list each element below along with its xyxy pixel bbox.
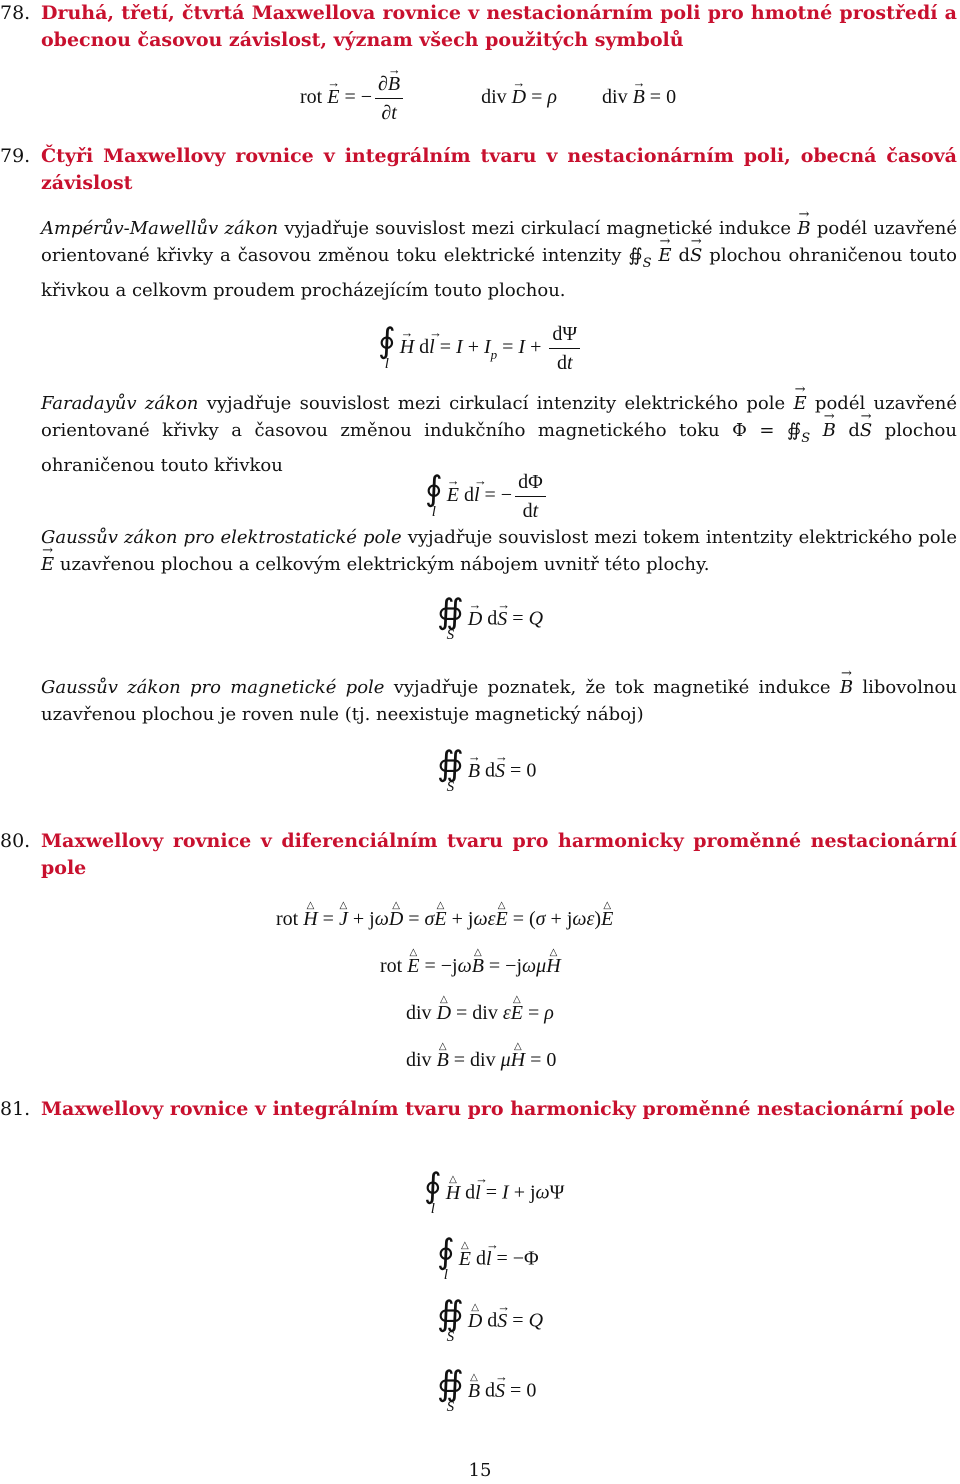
equation-gauss-magnetic: ∯ S B → dS → = 0 (437, 750, 536, 794)
term-gauss-magnetic: Gaussův zákon pro magnetické pole (41, 677, 385, 698)
equation-harmonic-integral-h: ∮ l H △ dl → = I + jωΨ (424, 1172, 564, 1216)
term-ampere: Ampérův-Mawellův zákon (41, 218, 279, 239)
equation-harmonic-rot-h: rot H △ = J △ + jωD △ = σE △ + jωεE △ = (σ + jωε)E △ (276, 905, 613, 933)
paragraph-ampere: Ampérův-Mawellův zákon vyjadřuje souvislost mezi cirkulací magnetické indukce B → podél uzavřené orientované křivky a časovou změnou toku elektrické intenzity $∯_S$ E → dS → plochou ohraničenou touto křivkou a celkovm proudem procházejícím touto plochou. (41, 215, 957, 304)
section-number: 80. (0, 830, 31, 852)
term-faraday: Faradayův zákon (41, 393, 199, 414)
section-number: 79. (0, 145, 31, 167)
section-number: 78. (0, 2, 31, 24)
section-title: Maxwellovy rovnice v diferenciálním tvaru pro harmonicky proměnné nestacionární pole (41, 830, 957, 879)
section-title: Druhá, třetí, čtvrtá Maxwellova rovnice v nestacionárním poli pro hmotné prostředí a obecnou časovou závislost, význam všech použitých symbolů (41, 2, 957, 51)
equation-harmonic-div-b: div B △ = div μH △ = 0 (406, 1046, 556, 1074)
equation-harmonic-div-d: div D △ = div εE △ = ρ (406, 999, 554, 1027)
equation-harmonic-rot-e: rot E △ = −jωB △ = −jωμH △ (380, 952, 561, 980)
paragraph-faraday: Faradayův zákon vyjadřuje souvislost mezi cirkulací intenzity elektrického pole E → podél uzavřené orientované křivky a časovou změnou indukčního magnetického toku $\Phi = ∯_S$ B → dS → plochou ohraničenou touto křivkou (41, 390, 957, 479)
equation-faraday: ∮ l E → dl → = − $\frac{d\Phi}{dt}$ (425, 468, 549, 525)
section-title: Čtyři Maxwellovy rovnice v integrálním tvaru v nestacionárním poli, obecná časová závislost (41, 145, 957, 194)
term-gauss-electric: Gaussův zákon pro elektrostatické pole (41, 527, 402, 548)
section-title: Maxwellovy rovnice v integrálním tvaru pro harmonicky proměnné nestacionární pole (41, 1098, 956, 1120)
page-number: 15 (468, 1460, 492, 1481)
equation-maxwell-78: rot E → = − $\frac{\partial B \to}{\partial t}$ div D → = ρ div B → = 0 (300, 70, 676, 127)
equation-harmonic-integral-d: ∯ S D △ dS → = Q (437, 1300, 543, 1344)
equation-ampere: ∮ l H → dl → = $I + I_p = I$ + $\frac{d\Psi}{dt}$ (378, 320, 583, 377)
paragraph-gauss-electric: Gaussův zákon pro elektrostatické pole vyjadřuje souvislost mezi tokem intentzity elektrického pole E → uzavřenou plochou a celkovým elektrickým nábojem uvnitř této plochy. (41, 524, 957, 578)
equation-harmonic-integral-e: ∮ l E △ dl → = −Φ (437, 1238, 539, 1282)
equation-harmonic-integral-b: ∯ S B △ dS → = 0 (437, 1370, 536, 1414)
equation-gauss-electric: ∯ S D → dS → = Q (437, 598, 543, 642)
paragraph-gauss-magnetic: Gaussův zákon pro magnetické pole vyjadřuje poznatek, že tok magnetiké indukce B → libovolnou uzavřenou plochou je roven nule (tj. neexistuje magnetický náboj) (41, 674, 957, 728)
section-number: 81. (0, 1098, 31, 1120)
